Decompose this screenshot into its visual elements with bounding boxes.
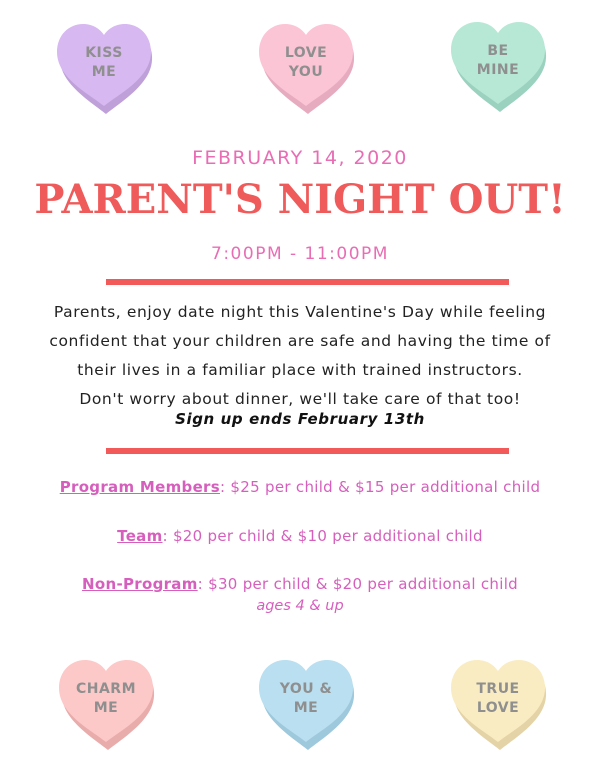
heart-text: CHARM ME	[75, 681, 137, 716]
heart-text: BE MINE	[476, 43, 520, 78]
candy-heart-true-love	[449, 656, 551, 752]
event-time: 7:00PM - 11:00PM	[211, 244, 389, 264]
price-non-program: Non-Program: $30 per child & $20 per additional child	[82, 575, 518, 593]
candy-heart-charm-me	[57, 656, 159, 752]
signup-deadline: Sign up ends February 13th	[175, 410, 425, 428]
heart-text: TRUE LOVE	[476, 681, 520, 716]
price-label: Non-Program	[82, 575, 198, 593]
price-label: Program Members	[59, 478, 220, 496]
ages-note: ages 4 & up	[256, 598, 344, 614]
heart-text: KISS ME	[85, 45, 123, 80]
description-line: Don't worry about dinner, we'll take care of that too!	[79, 390, 521, 408]
price-program-members: Program Members: $25 per child & $15 per additional child	[59, 478, 541, 496]
event-description	[20, 298, 580, 414]
page-title: PARENT'S NIGHT OUT!	[34, 176, 566, 223]
price-team: Team: $20 per child & $10 per additional child	[117, 527, 483, 545]
price-detail: $25 per child & $15 per additional child	[225, 478, 541, 496]
heart-text: LOVE YOU	[284, 45, 328, 80]
description-line: confident that your children are safe and having the time of	[49, 332, 551, 350]
price-label: Team	[117, 527, 163, 545]
description-line: Parents, enjoy date night this Valentine's Day while feeling	[53, 303, 547, 321]
candy-heart-kiss-me	[55, 20, 157, 116]
price-detail: $30 per child & $20 per additional child	[203, 575, 518, 593]
price-detail: $20 per child & $10 per additional child	[167, 527, 483, 545]
description-line: their lives in a familiar place with trained instructors.	[77, 361, 523, 379]
divider-bottom	[106, 448, 509, 454]
divider-top	[106, 279, 509, 285]
event-date: FEBRUARY 14, 2020	[192, 147, 408, 169]
candy-heart-you-and-me	[257, 656, 359, 752]
candy-heart-be-mine	[449, 18, 551, 114]
candy-heart-love-you	[257, 20, 359, 116]
heart-text: YOU & ME	[279, 681, 333, 716]
